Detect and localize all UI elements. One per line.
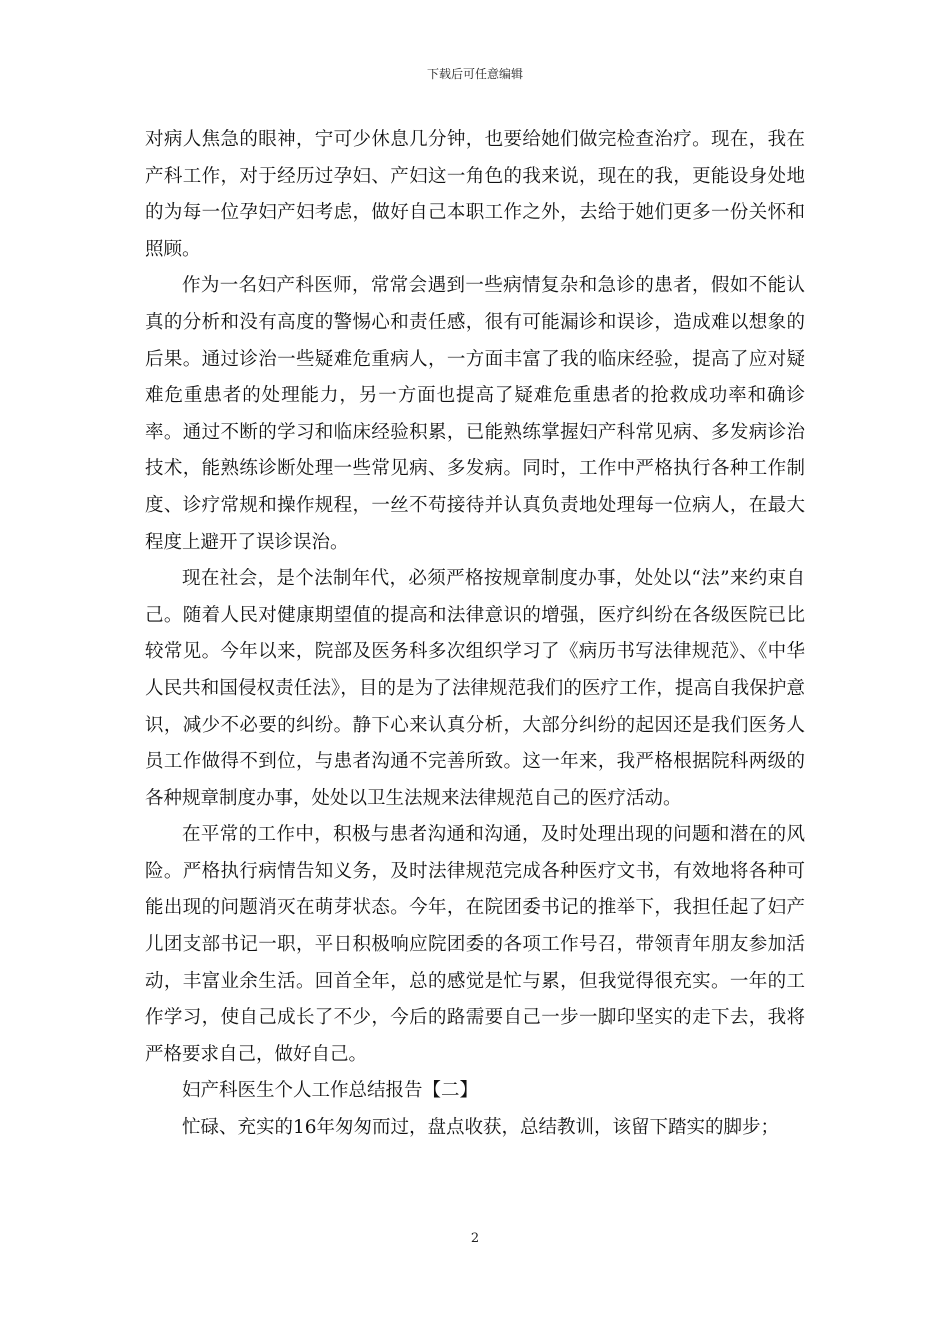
body-text	[145, 122, 805, 1147]
paragraph: 作为一名妇产科医师，常常会遇到一些病情复杂和急诊的患者，假如不能认真的分析和没有高度的警惕心和责任感，很有可能漏诊和误诊，造成难以想象的后果。通过诊治一些疑难危重病人，一方面丰富了我的临床经验，提高了应对疑难危重患者的处理能力，另一方面也提高了疑难危重患者的抢救成功率和确诊率。通过不断的学习和临床经验积累，已能熟练掌握妇产科常见病、多发病诊治技术，能熟练诊断处理一些常见病、多发病。同时，工作中严格执行各种工作制度、诊疗常规和操作规程，一丝不苟接待并认真负责地处理每一位病人，在最大程度上避开了误诊误治。	[145, 275, 805, 553]
paragraph: 现在社会，是个法制年代，必须严格按规章制度办事，处处以“法”来约束自己。随着人民对健康期望值的提高和法律意识的增强，医疗纠纷在各级医院已比较常见。今年以来，院部及医务科多次组织学习了《病历书写法律规范》、《中华人民共和国侵权责任法》，目的是为了法律规范我们的医疗工作，提高自我保护意识，减少不必要的纠纷。静下心来认真分析，大部分纠纷的起因还是我们医务人员工作做得不到位，与患者沟通不完善所致。这一年来，我严格根据院科两级的各种规章制度办事，处处以卫生法规来法律规范自己的医疗活动。	[145, 568, 805, 809]
page-number: 2	[470, 1231, 480, 1246]
section-heading: 妇产科医生个人工作总结报告【二】	[182, 1080, 479, 1102]
paragraph: 对病人焦急的眼神，宁可少休息几分钟，也要给她们做完检查治疗。现在，我在产科工作，对于经历过孕妇、产妇这一角色的我来说，现在的我，更能设身处地的为每一位孕妇产妇考虑，做好自己本职工作之外，去给于她们更多一份关怀和照顾。	[145, 129, 805, 260]
paragraph: 忙碌、充实的16年匆匆而过，盘点收获，总结教训，该留下踏实的脚步；	[182, 1117, 780, 1139]
paragraph: 在平常的工作中，积极与患者沟通和沟通，及时处理出现的问题和潜在的风险。严格执行病情告知义务，及时法律规范完成各种医疗文书，有效地将各种可能出现的问题消灭在萌芽状态。今年，在院团委书记的推举下，我担任起了妇产儿团支部书记一职，平日积极响应院团委的各项工作号召，带领青年朋友参加活动，丰富业余生活。回首全年，总的感觉是忙与累，但我觉得很充实。一年的工作学习，使自己成长了不少，今后的路需要自己一步一脚印坚实的走下去，我将严格要求自己，做好自己。	[145, 824, 805, 1065]
page-header: 下载后可任意编辑	[426, 67, 523, 81]
